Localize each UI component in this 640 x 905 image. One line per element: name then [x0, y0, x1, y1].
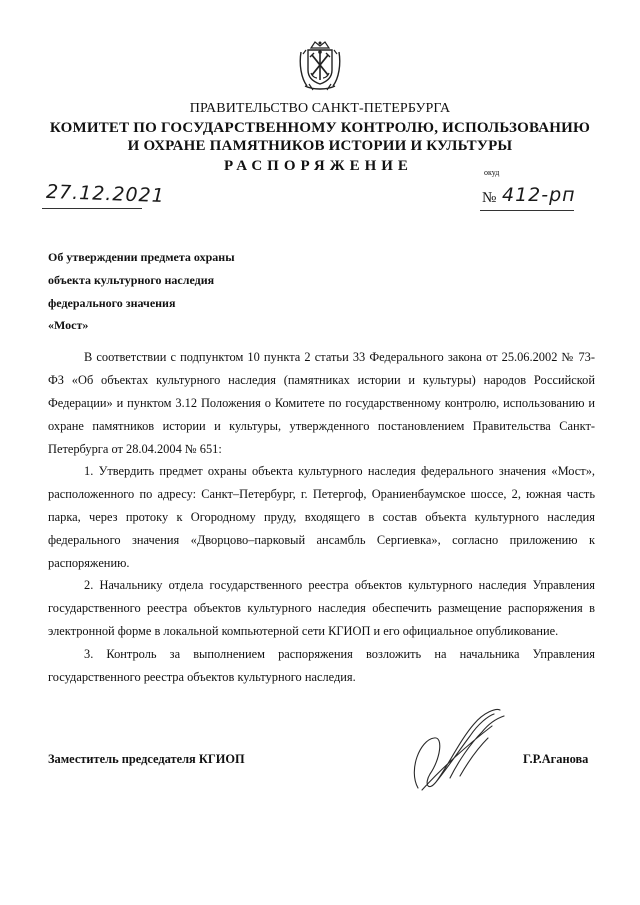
subject-line: Об утверждении предмета охраны	[48, 250, 235, 264]
order-item-text: 1. Утвердить предмет охраны объекта культурного наследия федерального значения «Мост», расположенного по адресу: Санкт–Петербург, г. Петергоф, Ораниенбаумское шоссе, 2, южная часть парка, через протоку к Огородному пруду, входящего в состав объекта культурного наследия федерального значения «Дворцово–парковый ансамбль Сергиевка», согласно приложению к распоряжению.	[48, 464, 595, 570]
order-item-text: 3. Контроль за выполнением распоряжения возложить на начальника Управления государственного реестра объектов культурного наследия.	[48, 647, 595, 684]
subject-line: «Мост»	[48, 318, 89, 332]
government-title: ПРАВИТЕЛЬСТВО САНКТ-ПЕТЕРБУРГА	[189, 101, 451, 116]
committee-title-line1: КОМИТЕТ ПО ГОСУДАРСТВЕННОМУ КОНТРОЛЮ, ИСПОЛЬЗОВАНИЮ	[49, 120, 591, 136]
subject-line: федерального значения	[48, 296, 176, 310]
signer-name: Г.Р.Аганова	[523, 752, 589, 766]
document-type: РАСПОРЯЖЕНИЕ	[224, 158, 413, 174]
document-date: 27.12.2021	[45, 180, 166, 208]
preamble-paragraph	[48, 346, 595, 461]
order-item-3	[48, 643, 595, 689]
committee-title-line2: И ОХРАНЕ ПАМЯТНИКОВ ИСТОРИИ И КУЛЬТУРЫ	[127, 138, 513, 154]
signer-title: Заместитель председателя КГИОП	[48, 752, 245, 766]
coat-of-arms-icon	[297, 40, 343, 92]
okud-label: окуд	[484, 168, 500, 177]
number-sign: №	[482, 190, 497, 206]
document-number: 412-рп	[502, 184, 576, 206]
handwritten-signature	[400, 700, 520, 800]
order-item-1	[48, 460, 595, 575]
preamble-text: В соответствии с подпунктом 10 пункта 2 статьи 33 Федерального закона от 25.06.2002 № 73-ФЗ «Об объектах культурного наследия (памятниках истории и культуры) народов Российской Федерации» и пунктом 3.12 Положения о Комитете по государственному контролю, использованию и охране памятников истории и культуры, утвержденного постановлением Правительства Санкт-Петербурга от 28.04.2004 № 651:	[48, 350, 595, 456]
order-item-text: 2. Начальнику отдела государственного реестра объектов культурного наследия Управления государственного реестра объектов культурного наследия обеспечить размещение распоряжения в электронной форме в локальной компьютерной сети КГИОП и его официальное опубликование.	[48, 578, 595, 638]
order-item-2	[48, 574, 595, 643]
subject-line: объекта культурного наследия	[48, 273, 215, 287]
